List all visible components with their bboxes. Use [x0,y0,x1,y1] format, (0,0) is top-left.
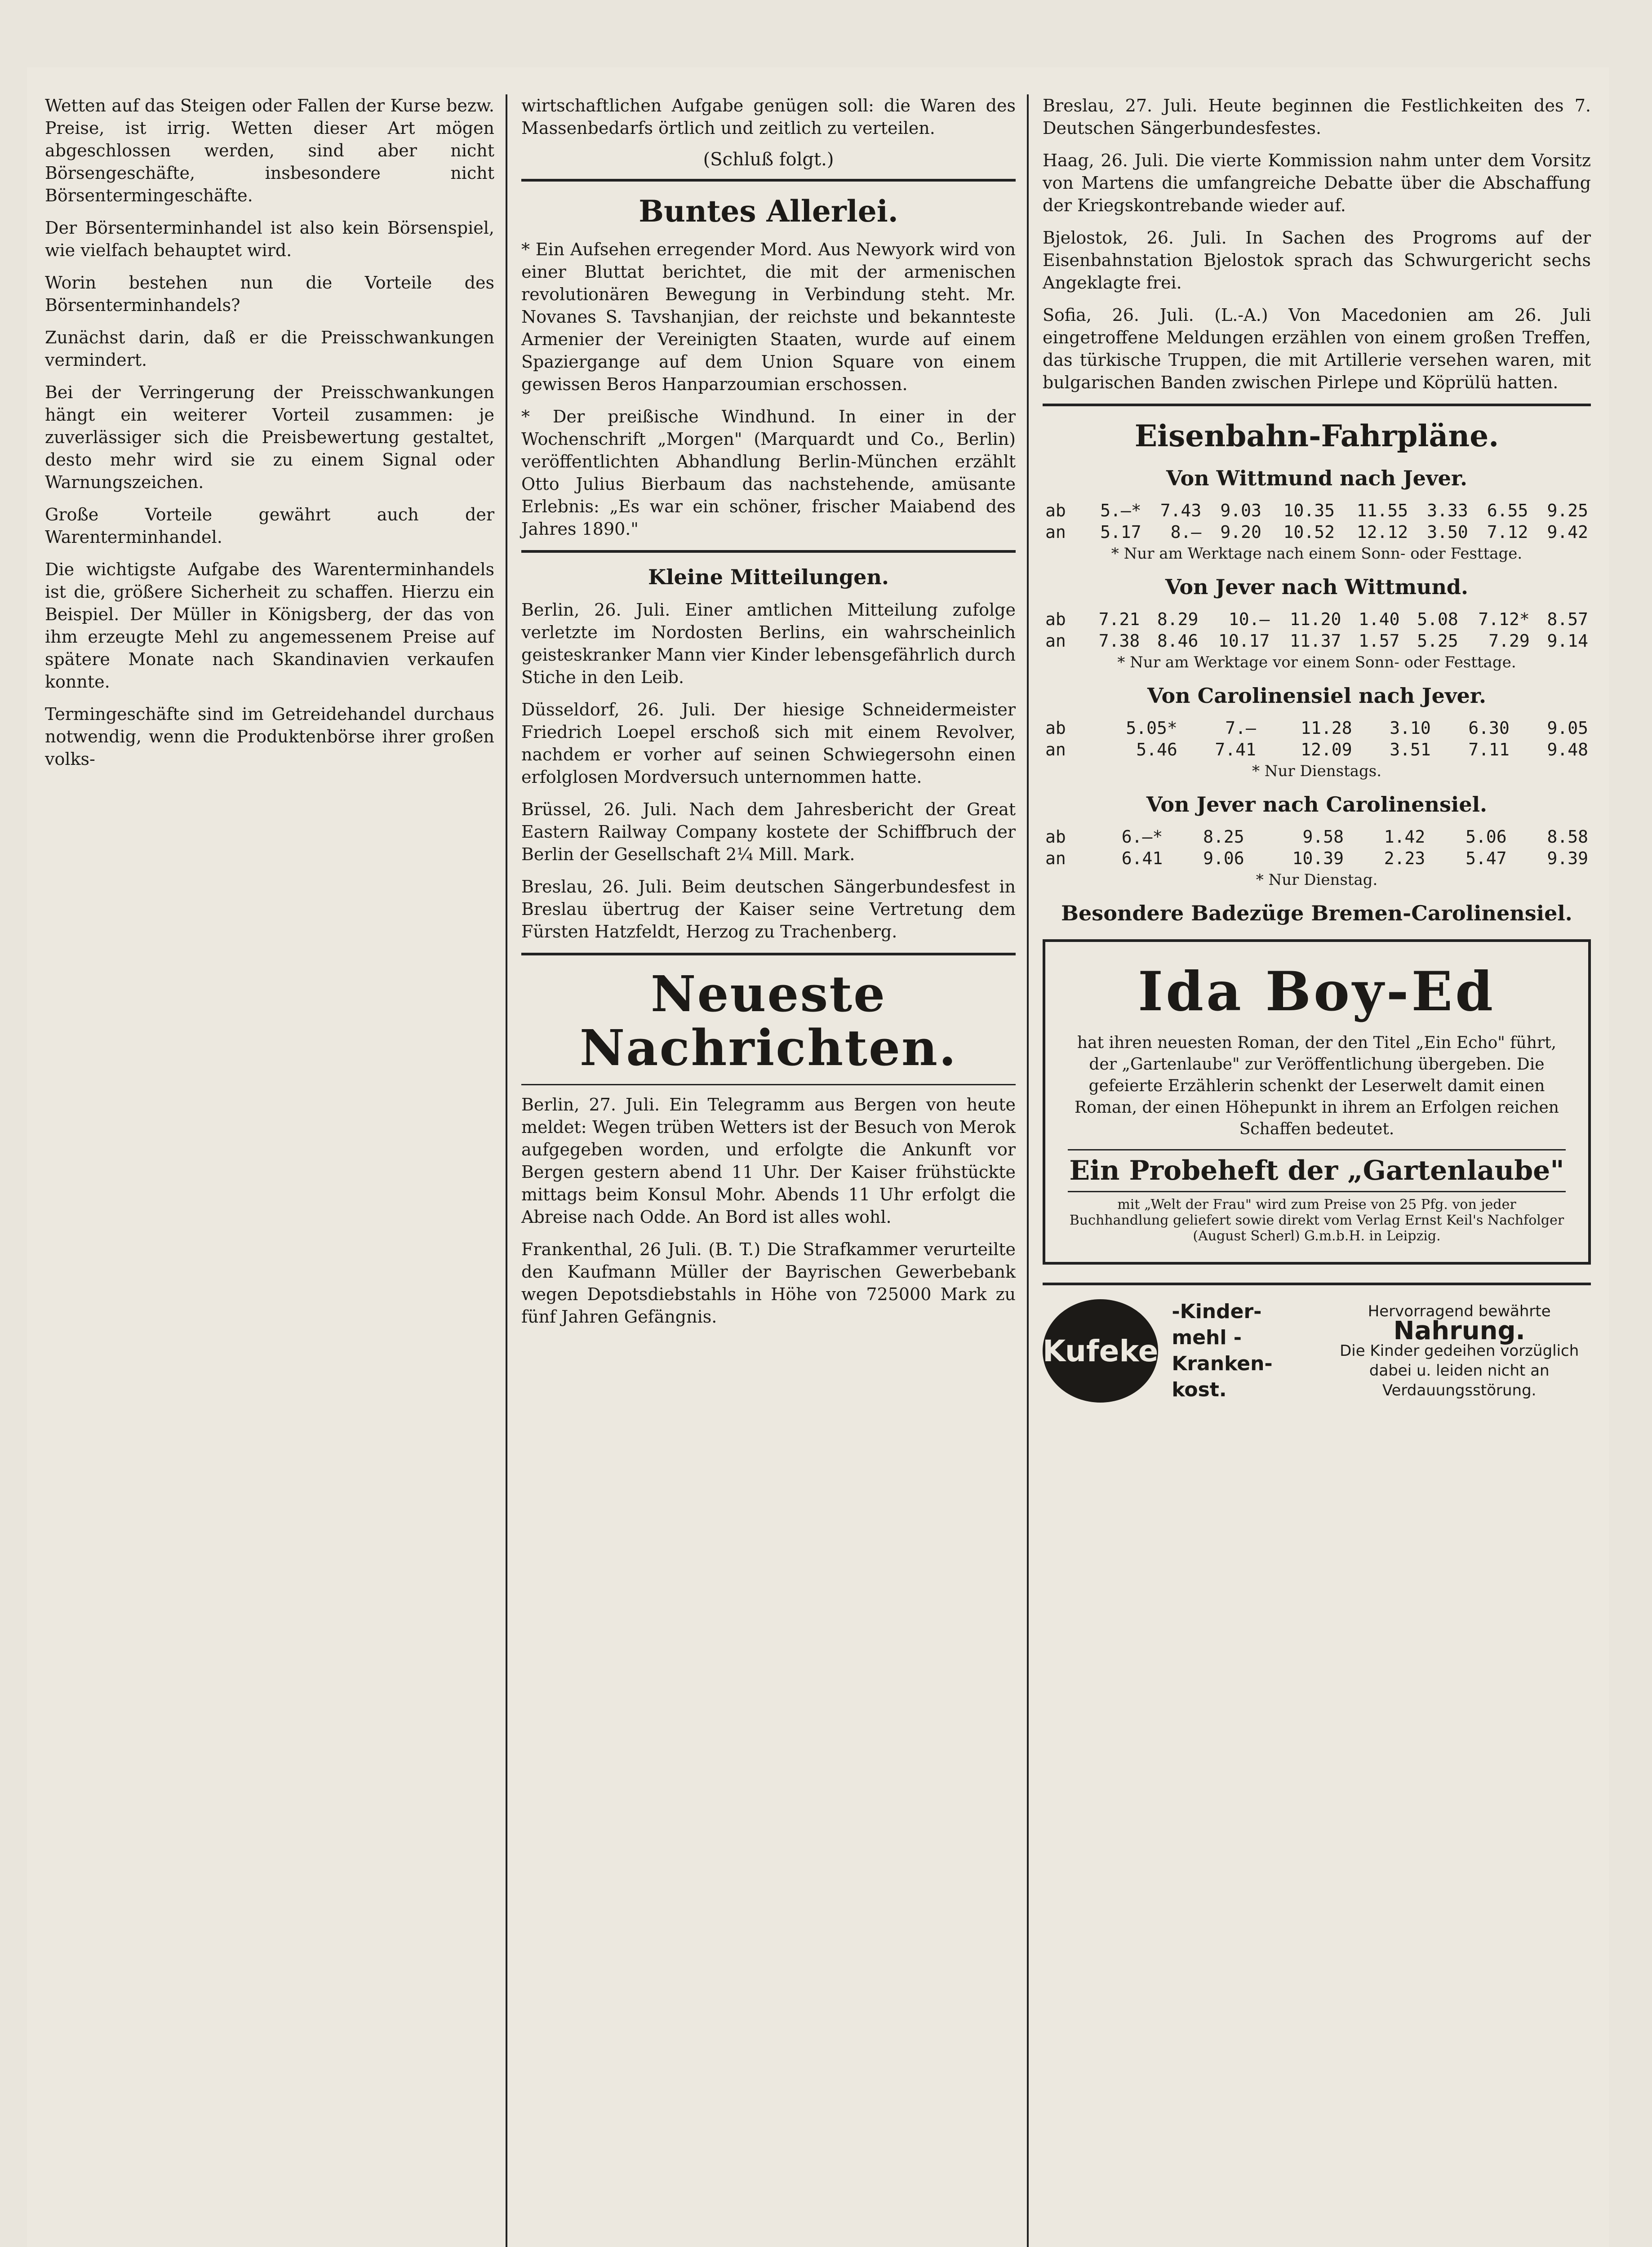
timetable-cell: 7.38 [1098,631,1140,651]
timetable-cell: 8.57 [1547,609,1588,629]
bade-title: Besondere Badezüge Bremen-Carolinensiel. [1061,901,1572,925]
paragraph: Bjelostok, 26. Juli. In Sachen des Progroms auf der Eisenbahnstation Bjelostok sprach das Schwurgericht sechs Angeklagte frei. [1043,228,1591,293]
paragraph: Sofia, 26. Juli. (L.-A.) Von Macedonien am 26. Juli eingetroffene Meldungen erzählen von einem großen Treffen, das türkische Truppen, die mit Artillerie versehen waren, mit bulgarischen Banden zwischen Pirlepe und Köprülü hatten. [1043,305,1591,392]
section-title-neueste: Neueste Nachrichten. [579,965,958,1077]
timetable-cell: 7.— [1225,718,1256,738]
timetable [1043,717,1591,760]
timetable-cell: an [1045,740,1066,759]
timetable-cell: 9.06 [1203,848,1244,868]
timetable-cell: 12.09 [1301,740,1352,759]
kufeke-logo: Kufeke [1043,1299,1158,1403]
timetable-title: Von Wittmund nach Jever. [1166,466,1467,490]
timetable-cell: 1.40 [1359,609,1400,629]
paragraph: Berlin, 26. Juli. Einer amtlichen Mitteilung zufolge verletzte im Nordosten Berlins, ein wahrscheinlich geisteskranker Mann vier Kinder lebensgefährlich durch Stiche in den Leib. [521,600,1016,687]
paragraph: Bei der Verringerung der Preisschwankungen hängt ein weiterer Vorteil zusammen: je zuverlässiger sich die Preisbewertung gestaltet, desto mehr wird sie zu einem Signal oder Warnungszeichen. [45,382,494,492]
timetable-note: * Nur am Werktage vor einem Sonn- oder Festtage. [1117,653,1516,671]
kufeke-right [1328,1301,1591,1400]
timetable-row [1043,608,1591,630]
section-title-fahrplan: Eisenbahn-Fahrpläne. [1134,418,1499,453]
kufeke-mid: -Kinder-mehl -Kranken-kost. [1172,1300,1273,1401]
timetable-cell: 9.48 [1547,740,1588,759]
timetable-cell: 5.05* [1126,718,1177,738]
paragraph: * Der preißische Windhund. In einer in der Wochenschrift „Morgen" (Marquardt und Co., Berlin) veröffentlichten Abhandlung Berlin-München erzählt Otto Julius Bierbaum das nachstehende, amüsante Erlebnis: „Es war ein schöner, frischer Maiabend des Jahres 1890." [521,407,1016,539]
kufeke-right-bottom: Die Kinder gedeihen vorzüglich dabei u. leiden nicht an Verdauungsstörung. [1340,1342,1579,1399]
paragraph: * Ein Aufsehen erregender Mord. Aus Newyork wird von einer Bluttat berichtet, die mit der armenischen revolutionären Bewegung in Verbindung steht. Mr. Novanes S. Tavshanjian, der reichste und bekannteste Armenier der Vereinigten Staaten, wurde auf einem Spaziergange auf dem Union Square von einem gewissen Beros Hanparzoumian erschossen. [521,240,1016,394]
timetable-cell: an [1045,848,1066,868]
timetable-cell: 9.05 [1547,718,1588,738]
paragraph: Breslau, 27. Juli. Heute beginnen die Festlichkeiten des 7. Deutschen Sängerbundesfestes. [1043,96,1591,138]
timetable-cell: 6.—* [1121,827,1163,847]
timetable-cell: 6.41 [1121,848,1163,868]
ad-small: mit „Welt der Frau" wird zum Preise von 25 Pfg. von jeder Buchhandlung geliefert sowie direkt vom Verlag Ernst Keil's Nachfolger (August Scherl) G.m.b.H. in Leipzig. [1069,1197,1564,1244]
paragraph: Wetten auf das Steigen oder Fallen der Kurse bezw. Preise, ist irrig. Wetten dieser Art mögen abgeschlossen werden, sind aber nicht Börsengeschäfte, insbesondere nicht Börsentermingeschäfte. [45,96,494,205]
timetable-row [1043,739,1591,760]
timetable-cell: 10.— [1228,609,1270,629]
timetable-cell: 5.46 [1136,740,1177,759]
timetable-cell: 3.50 [1427,522,1468,542]
section-title-kleine: Kleine Mitteilungen. [648,565,889,589]
timetable-cell: 10.17 [1218,631,1270,651]
timetable-cell: 3.51 [1390,740,1431,759]
timetable-cell: 1.57 [1359,631,1400,651]
timetable-cell: 7.21 [1098,609,1140,629]
paragraph: Der Börsenterminhandel ist also kein Börsenspiel, wie vielfach behauptet wird. [45,218,494,260]
column-rule [1027,94,1029,2247]
column-rule [506,94,507,2247]
kufeke-right-top: Hervorragend bewährte [1368,1302,1551,1320]
paragraph: Termingeschäfte sind im Getreidehandel durchaus notwendig, wenn die Produktenbörse ihrer großen volks- [45,704,494,769]
timetable-cell: 6.55 [1487,501,1528,520]
timetable-title: Von Jever nach Carolinensiel. [1146,792,1488,817]
timetable-cell: ab [1045,501,1066,520]
timetable-cell: 9.58 [1302,827,1344,847]
ad-name: Ida Boy-Ed [1138,960,1496,1023]
timetable-row [1043,717,1591,739]
timetable-cell: 9.39 [1547,848,1588,868]
timetable-cell: 7.43 [1160,501,1202,520]
timetable-note: * Nur am Werktage nach einem Sonn- oder Festtage. [1111,545,1523,563]
column-right [1043,94,1591,1403]
timetable-cell: 9.14 [1547,631,1588,651]
divider [521,550,1016,553]
ad-probe: Ein Probeheft der „Gartenlaube" [1068,1149,1566,1192]
timetable-cell: 5.25 [1417,631,1458,651]
timetable-cell: 8.25 [1203,827,1244,847]
column-middle [521,94,1016,1338]
timetable-cell: 11.37 [1289,631,1341,651]
timetable-cell: 9.42 [1547,522,1588,542]
paragraph: Zunächst darin, daß er die Preisschwankungen vermindert. [45,328,494,370]
timetable-cell: 8.58 [1547,827,1588,847]
timetable-note: * Nur Dienstags. [1252,762,1382,780]
timetable-cell: ab [1045,718,1066,738]
ad-body: hat ihren neuesten Roman, der den Titel „Ein Echo" führt, der „Gartenlaube" zur Veröffentlichung übergeben. Die gefeierte Erzählerin schenkt der Leserwelt damit einen Roman, der einen Höhepunkt in ihrem an Erfolgen reichen Schaffen bedeutet. [1075,1034,1559,1138]
timetable-cell: 8.46 [1157,631,1199,651]
paragraph: Düsseldorf, 26. Juli. Der hiesige Schneidermeister Friedrich Loepel erschoß sich mit einem Revolver, nachdem er vorher auf seinen Schwiegersohn einen erfolglosen Mordversuch unternommen hatte. [521,700,1016,787]
timetable-cell: 9.03 [1220,501,1261,520]
timetable-row [1043,848,1591,869]
timetable [1043,826,1591,869]
paragraph: Worin bestehen nun die Vorteile des Börsenterminhandels? [45,273,494,315]
timetable-cell: an [1045,631,1066,651]
timetable-cell: 9.20 [1220,522,1261,542]
paragraph: Große Vorteile gewährt auch der Warenterminhandel. [45,505,494,547]
column-left [45,94,494,780]
timetable-title: Von Jever nach Wittmund. [1165,575,1469,599]
timetable-row [1043,826,1591,848]
timetable-cell: 7.41 [1215,740,1256,759]
timetable-row [1043,521,1591,543]
advertisement-ida-boy-ed [1043,939,1591,1265]
timetable [1043,608,1591,652]
paragraph: Breslau, 26. Juli. Beim deutschen Sängerbundesfest in Breslau übertrug der Kaiser seine Vertretung dem Fürsten Hatzfeldt, Herzog zu Trachenberg. [521,877,1016,941]
kufeke-right-strong: Nahrung. [1393,1316,1525,1346]
timetable-title: Von Carolinensiel nach Jever. [1147,684,1486,708]
timetable-cell: 10.39 [1292,848,1344,868]
timetable-cell: 1.42 [1384,827,1426,847]
schluss-note: (Schluß folgt.) [703,149,834,170]
divider [521,179,1016,182]
timetable-cell: 5.47 [1465,848,1507,868]
paragraph: Brüssel, 26. Juli. Nach dem Jahresbericht der Great Eastern Railway Company kostete der Schiffbruch der Berlin der Gesellschaft 2¼ Mill. Mark. [521,799,1016,864]
timetable-cell: 9.25 [1547,501,1588,520]
timetable-cell: 11.20 [1289,609,1341,629]
section-title-buntes: Buntes Allerlei. [639,194,898,229]
timetable-cell: 10.35 [1283,501,1335,520]
paragraph: Die wichtigste Aufgabe des Warenterminhandels ist die, größere Sicherheit zu schaffen. Hierzu ein Beispiel. Der Müller in Königsberg, der das von ihm erzeugte Mehl zu angemessenem Preise auf spätere Monate nach Skandinavien verkaufen konnte. [45,560,494,692]
timetable-cell: 11.55 [1356,501,1408,520]
timetable-cell: an [1045,522,1066,542]
timetable-cell: 3.33 [1427,501,1468,520]
paragraph: Frankenthal, 26 Juli. (B. T.) Die Strafkammer verurteilte den Kaufmann Müller der Bayrischen Gewerbebank wegen Depotsdiebstahls in Höhe von 725000 Mark zu fünf Jahren Gefängnis. [521,1239,1016,1327]
advertisement-kufeke [1043,1283,1591,1403]
timetable-cell: ab [1045,827,1066,847]
paragraph: Berlin, 27. Juli. Ein Telegramm aus Bergen von heute meldet: Wegen trüben Wetters ist der Besuch von Merok aufgegeben worden, und erfolgte die Ankunft vor Bergen gestern abend 11 Uhr. Der Kaiser frühstückte mittags beim Konsul Mohr. Abends 11 Uhr erfolgt die Abreise nach Odde. An Bord ist alles wohl. [521,1095,1016,1227]
timetable-cell: 5.17 [1100,522,1141,542]
timetable-cell: 5.08 [1417,609,1458,629]
timetable-cell: 11.28 [1301,718,1352,738]
timetable-cell: 7.11 [1468,740,1510,759]
divider [521,953,1016,955]
timetable-cell: 6.30 [1468,718,1510,738]
timetable-note: * Nur Dienstag. [1256,871,1378,889]
timetable-cell: 7.12 [1487,522,1528,542]
timetable-cell: ab [1045,609,1066,629]
timetable-cell: 10.52 [1283,522,1335,542]
paragraph: wirtschaftlichen Aufgabe genügen soll: die Waren des Massenbedarfs örtlich und zeitlich zu verteilen. [521,96,1016,138]
timetable-cell: 3.10 [1390,718,1431,738]
timetable-cell: 5.—* [1100,501,1141,520]
timetable-row [1043,630,1591,652]
timetable-cell: 8.29 [1157,609,1199,629]
timetable-cell: 7.29 [1488,631,1530,651]
paragraph: Haag, 26. Juli. Die vierte Kommission nahm unter dem Vorsitz von Martens die umfangreiche Debatte über die Abschaffung der Kriegskontrebande wieder auf. [1043,151,1591,215]
timetable-cell: 2.23 [1384,848,1426,868]
timetable-cell: 5.06 [1465,827,1507,847]
divider [521,1084,1016,1085]
newspaper-page [27,67,1609,2247]
timetable-cell: 12.12 [1356,522,1408,542]
timetable [1043,500,1591,543]
timetable-row [1043,500,1591,521]
divider [1043,404,1591,406]
timetable-cell: 7.12* [1478,609,1530,629]
timetable-cell: 8.— [1170,522,1202,542]
